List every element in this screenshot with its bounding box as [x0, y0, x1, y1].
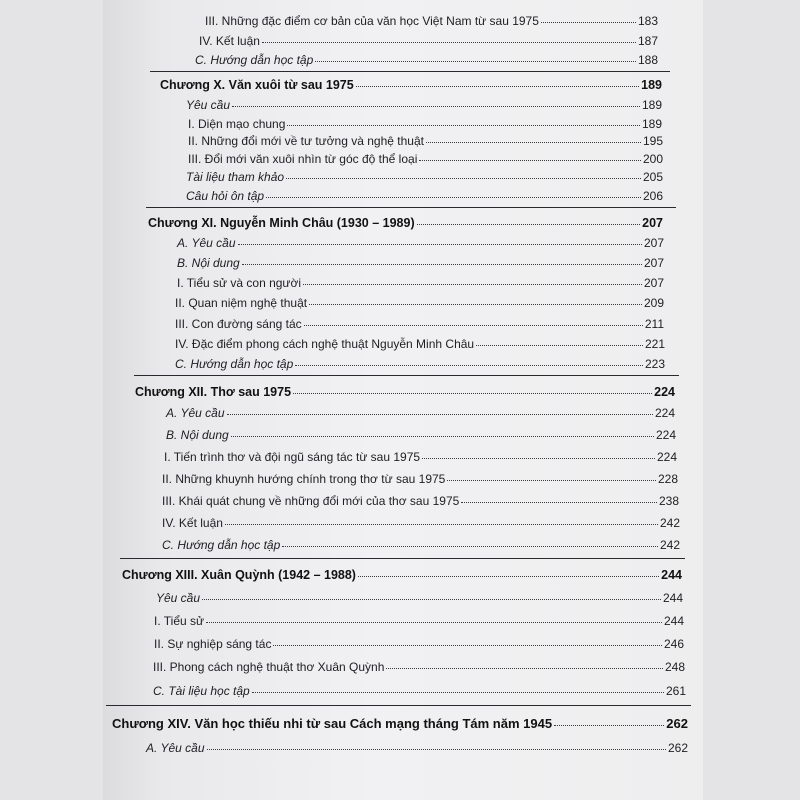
toc-leader	[232, 106, 640, 107]
toc-leader	[303, 284, 642, 285]
toc-entry-page: 244	[661, 568, 682, 582]
toc-leader	[315, 61, 636, 62]
toc-leader	[309, 304, 642, 305]
toc-entry-text: B. Nội dung	[177, 256, 240, 270]
toc-entry-text: Yêu cầu	[156, 591, 201, 605]
toc-entry	[177, 256, 664, 270]
toc-entry-text: C. Hướng dẫn học tập	[195, 53, 314, 67]
toc-entry	[162, 494, 679, 508]
toc-entry-text: II. Quan niệm nghệ thuật	[175, 296, 308, 310]
toc-leader	[461, 502, 657, 503]
toc-leader	[287, 125, 640, 126]
toc-chapter-heading	[135, 385, 675, 399]
toc-entry-page: 224	[654, 406, 675, 420]
toc-entry-text: Yêu cầu	[186, 98, 231, 112]
toc-entry	[162, 516, 680, 530]
toc-entry	[177, 236, 664, 250]
toc-leader	[225, 524, 658, 525]
toc-entry-text: Câu hỏi ôn tập	[186, 189, 265, 203]
toc-entry-page: 183	[637, 14, 658, 28]
toc-leader	[295, 365, 643, 366]
toc-leader	[207, 749, 666, 750]
toc-entry	[162, 472, 678, 486]
section-divider	[134, 375, 679, 376]
toc-chapter-heading	[112, 716, 688, 731]
toc-leader	[386, 668, 663, 669]
toc-leader	[202, 599, 661, 600]
toc-leader	[356, 86, 639, 87]
toc-entry-page: 195	[642, 134, 663, 148]
toc-entry-page: 221	[644, 337, 665, 351]
toc-chapter-heading	[160, 78, 662, 92]
toc-entry	[146, 741, 688, 755]
toc-entry	[154, 614, 684, 628]
toc-leader	[252, 692, 664, 693]
toc-entry	[195, 53, 658, 67]
toc-leader	[419, 160, 641, 161]
toc-entry-text: I. Tiểu sử	[154, 614, 205, 628]
toc-entry-page: 206	[642, 189, 663, 203]
toc-leader	[282, 546, 658, 547]
toc-entry-text: Chương XI. Nguyễn Minh Châu (1930 – 1989)	[148, 216, 415, 230]
toc-entry-text: III. Con đường sáng tác	[175, 317, 302, 331]
toc-entry	[199, 34, 658, 48]
toc-entry-text: I. Tiểu sử và con người	[177, 276, 301, 290]
toc-entry-page: 189	[641, 117, 662, 131]
toc-entry-page: 238	[658, 494, 679, 508]
toc-entry-page: 207	[643, 256, 664, 270]
toc-entry-page: 224	[655, 428, 676, 442]
section-divider	[120, 558, 685, 559]
toc-entry-text: IV. Kết luận	[199, 34, 260, 48]
toc-leader	[426, 142, 641, 143]
toc-entry	[205, 14, 658, 28]
toc-leader	[476, 345, 643, 346]
toc-entry-page: 207	[643, 276, 664, 290]
toc-entry-text: C. Hướng dẫn học tập	[175, 357, 294, 371]
section-divider	[106, 705, 691, 706]
toc-entry	[175, 357, 665, 371]
toc-entry-text: I. Diện mạo chung	[188, 117, 286, 131]
toc-entry	[188, 117, 662, 131]
toc-entry	[166, 406, 675, 420]
toc-entry-page: 248	[664, 660, 685, 674]
toc-entry-page: 205	[642, 170, 663, 184]
toc-entry	[186, 98, 662, 112]
toc-leader	[238, 244, 642, 245]
toc-leader	[262, 42, 636, 43]
toc-entry-page: 200	[642, 152, 663, 166]
toc-entry	[177, 276, 664, 290]
toc-entry-page: 262	[666, 716, 688, 731]
toc-leader	[231, 436, 654, 437]
toc-leader	[293, 393, 652, 394]
toc-entry	[188, 134, 663, 148]
toc-entry	[175, 317, 664, 331]
toc-entry-page: 207	[642, 216, 663, 230]
toc-entry-text: A. Yêu cầu	[177, 236, 236, 250]
toc-leader	[227, 414, 653, 415]
toc-entry	[175, 337, 665, 351]
toc-entry	[153, 684, 686, 698]
toc-leader	[358, 576, 659, 577]
toc-chapter-heading	[148, 216, 663, 230]
toc-leader	[447, 480, 656, 481]
toc-entry-text: II. Những khuynh hướng chính trong thơ từ sau 1975	[162, 472, 446, 486]
toc-entry-text: I. Tiến trình thơ và đội ngũ sáng tác từ sau 1975	[164, 450, 421, 464]
toc-entry-text: Chương XIII. Xuân Quỳnh (1942 – 1988)	[122, 568, 356, 582]
toc-entry-text: II. Những đổi mới về tư tưởng và nghệ thuật	[188, 134, 424, 148]
toc-leader	[286, 178, 641, 179]
toc-entry	[166, 428, 676, 442]
toc-entry-page: 242	[659, 516, 680, 530]
toc-leader	[304, 325, 643, 326]
toc-entry-text: A. Yêu cầu	[166, 406, 225, 420]
toc-entry-page: 211	[644, 317, 664, 331]
toc-entry-page: 223	[644, 357, 665, 371]
toc-entry	[156, 591, 683, 605]
toc-entry-text: C. Hướng dẫn học tập	[162, 538, 281, 552]
toc-chapter-heading	[122, 568, 682, 582]
toc-entry	[154, 637, 684, 651]
toc-entry-text: IV. Kết luận	[162, 516, 223, 530]
toc-entry-text: Chương XII. Thơ sau 1975	[135, 385, 292, 399]
toc-leader	[422, 458, 655, 459]
toc-entry-text: A. Yêu cầu	[146, 741, 205, 755]
toc-entry-page: 242	[659, 538, 680, 552]
toc-entry-page: 244	[663, 614, 684, 628]
toc-entry-text: III. Khái quát chung về những đổi mới của thơ sau 1975	[162, 494, 460, 508]
toc-leader	[273, 645, 662, 646]
toc-entry-text: Tài liệu tham khảo	[186, 170, 285, 184]
toc-entry	[186, 170, 663, 184]
toc-leader	[206, 622, 662, 623]
toc-leader	[554, 725, 664, 726]
toc-entry-page: 261	[665, 684, 686, 698]
toc-entry-text: III. Những đặc điểm cơ bản của văn học Việt Nam từ sau 1975	[205, 14, 539, 28]
toc-entry	[188, 152, 663, 166]
toc-entry-page: 188	[637, 53, 658, 67]
toc-entry-page: 209	[643, 296, 664, 310]
toc-entry	[162, 538, 680, 552]
toc-leader	[266, 197, 641, 198]
toc-entry-page: 187	[637, 34, 658, 48]
toc-leader	[242, 264, 642, 265]
toc-entry-text: Chương X. Văn xuôi từ sau 1975	[160, 78, 354, 92]
toc-entry-text: Chương XIV. Văn học thiếu nhi từ sau Cách mạng tháng Tám năm 1945	[112, 716, 553, 731]
toc-entry-page: 246	[663, 637, 684, 651]
toc-entry-text: C. Tài liệu học tập	[153, 684, 250, 698]
toc-entry-text: B. Nội dung	[166, 428, 229, 442]
toc-entry-page: 244	[662, 591, 683, 605]
toc-leader	[417, 224, 641, 225]
toc-entry-page: 224	[656, 450, 677, 464]
toc-entry-page: 262	[667, 741, 688, 755]
toc-entry	[186, 189, 663, 203]
toc-entry-page: 189	[641, 98, 662, 112]
toc-entry-page: 228	[657, 472, 678, 486]
section-divider	[146, 207, 676, 208]
toc-entry-text: II. Sự nghiệp sáng tác	[154, 637, 272, 651]
toc-entry-text: III. Đổi mới văn xuôi nhìn từ góc độ thể loại	[188, 152, 418, 166]
toc-entry	[175, 296, 664, 310]
toc-entry-text: IV. Đặc điểm phong cách nghệ thuật Nguyễn Minh Châu	[175, 337, 475, 351]
toc-entry	[153, 660, 685, 674]
toc-entry-page: 224	[654, 385, 675, 399]
section-divider	[150, 71, 670, 72]
toc-entry	[164, 450, 677, 464]
toc-entry-page: 189	[641, 78, 662, 92]
toc-entry-page: 207	[643, 236, 664, 250]
toc-leader	[541, 22, 636, 23]
toc-entry-text: III. Phong cách nghệ thuật thơ Xuân Quỳnh	[153, 660, 385, 674]
